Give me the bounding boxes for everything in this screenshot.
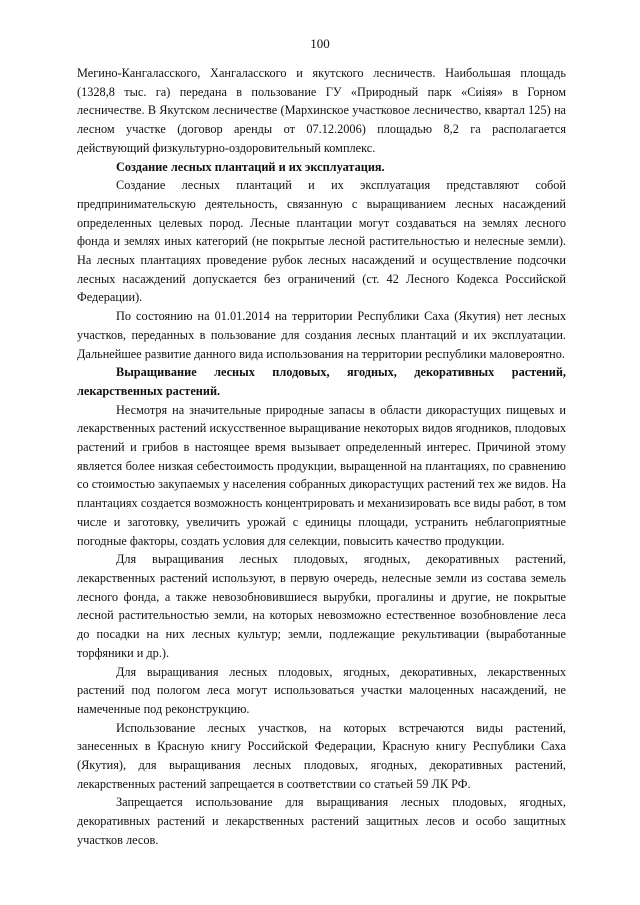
section-heading-plantations: Создание лесных плантаций и их эксплуатация. (116, 159, 385, 174)
paragraph-cultivation-interest: Несмотря на значительные природные запасы в области дикорастущих пищевых и лекарственных растений искусственное выращивание некоторых видов ягодников, плодовых растений и грибов в настоящее время вызывает определенный интерес. Причиной этому является более низкая себестоимость продукции, выращенной на плантациях, по сравнению со стоимостью закупаемых у населения собранных дикорастущих растений тех же видов. На плантациях создается возможность концентрировать и механизировать все виды работ, в том числе и заготовку, увеличить урожай с единицы площади, устранить неблагоприятные погодные факторы, создать условия для селекции, повысить качество продукции. (77, 402, 566, 548)
paragraph-cultivation-lands: Для выращивания лесных плодовых, ягодных, декоративных растений, лекарственных растений используют, в первую очередь, нелесные земли из состава земель лесного фонда, а также невозобновившиеся вырубки, прогалины и другие, не покрытые лесной растительностью земли, на которых невозможно естественное возобновление леса до посадки на них лесных культур; земли, подлежащие рекультивации (выработанные торфяники и др.). (77, 552, 566, 660)
page-number: 100 (310, 36, 330, 51)
paragraph-under-canopy: Для выращивания лесных плодовых, ягодных, декоративных, лекарственных растений под пологом леса могут использоваться участки малоценных насаждений, не намеченные под реконструкцию. (77, 664, 566, 716)
paragraph-plantations-definition: Создание лесных плантаций и их эксплуатация представляют собой предпринимательскую деятельность, связанную с выращиванием лесных насаждений определенных целевых пород. Лесные плантации могут создаваться на землях лесного фонда и землях иных категорий (не покрытые лесной растительностью и нелесные земли). На лесных плантациях проведение рубок лесных насаждений и осуществление подсочки лесных насаждений допускается без ограничений (ст. 42 Лесного Кодекса Российской Федерации). (77, 178, 566, 305)
paragraph-plantations-status: По состоянию на 01.01.2014 на территории Республики Саха (Якутия) нет лесных участков, переданных в пользование для создания лесных плантаций и их эксплуатации. Дальнейшее развитие данного вида использования на территории республики маловероятно. (77, 309, 566, 361)
document-body (77, 64, 566, 850)
paragraph-prohibition: Запрещается использование для выращивания лесных плодовых, ягодных, декоративных растений и лекарственных растений защитных лесов и особо защитных участков лесов. (77, 795, 566, 847)
paragraph-red-book: Использование лесных участков, на которых встречаются виды растений, занесенных в Красную книгу Российской Федерации, Красную книгу Республики Саха (Якутия), для выращивания лесных плодовых, ягодных, декоративных растений, лекарственных растений запрещается в соответствии со статьей 59 ЛК РФ. (77, 720, 566, 791)
paragraph-continuation: Мегино-Кангаласского, Хангаласского и якутского лесничеств. Наибольшая площадь (1328,8 тыс. га) передана в пользование ГУ «Природный парк «Сиіяя» в Горном лесничестве. В Якутском лесничестве (Мархинское участковое лесничество, квартал 125) на лесном участке (договор аренды от 07.12.2006) площадью 8,2 га располагается действующий физкультурно-оздоровительный комплекс. (77, 66, 566, 155)
section-heading-cultivation: Выращивание лесных плодовых, ягодных, декоративных растений, лекарственных растений. (77, 365, 566, 398)
